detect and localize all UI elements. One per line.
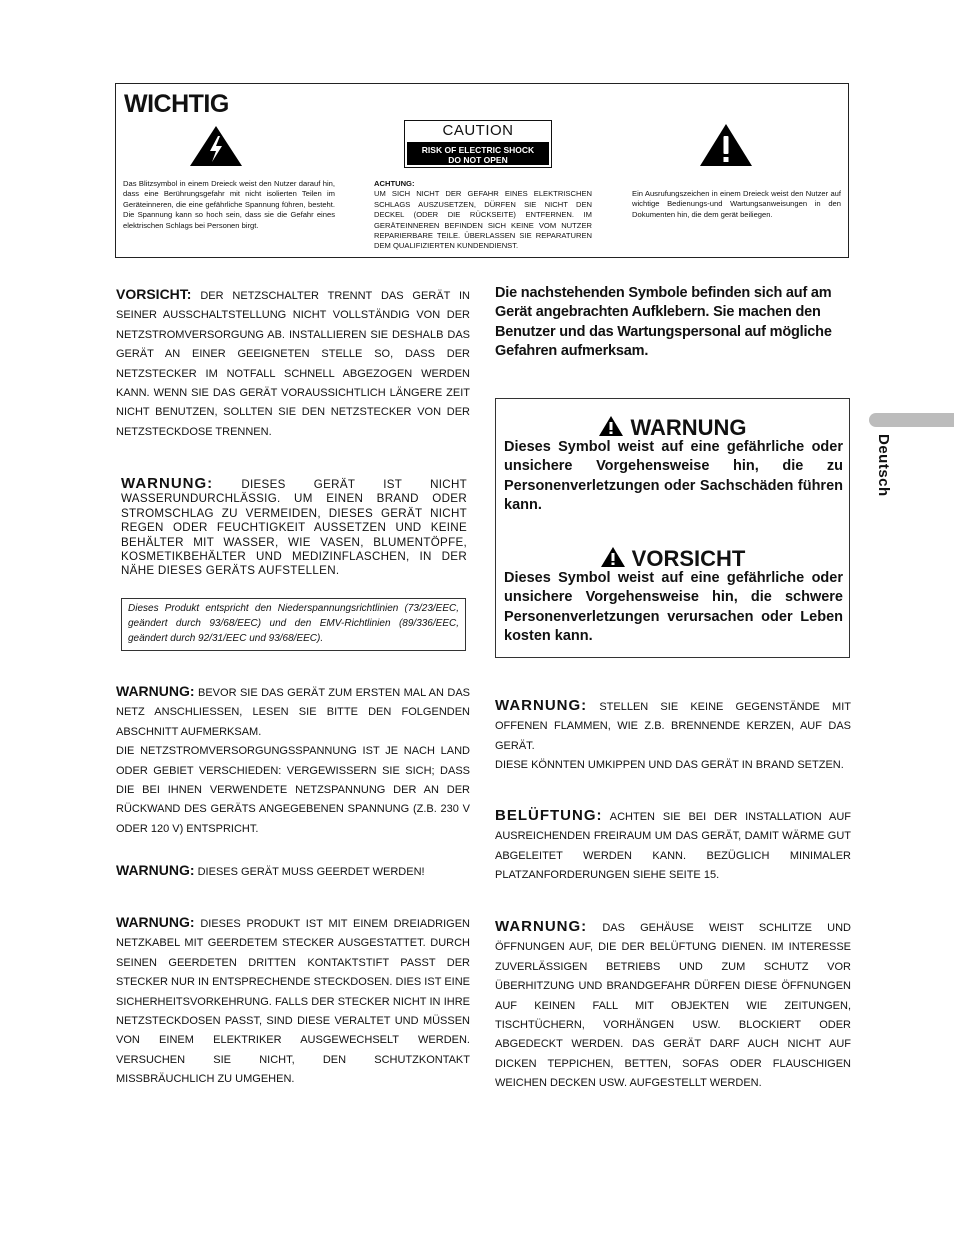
warnung-vent-section xyxy=(495,917,851,1094)
belueftung-label: BELÜFTUNG: xyxy=(495,807,603,824)
vorsicht-text: DER NETZSCHALTER TRENNT DAS GERÄT IN SEINER AUSSCHALTSTELLUNG NICHT VOLLSTÄNDIG VON DER NETZSTROMVERSORGUNG AB. INSTALLIEREN SIE DESHALB DAS GERÄT AN EINER GEEIGNETEN STELLE SO, DASS DER NETZSTECKER IM NOTFALL SCHNELL ABGEZOGEN WERDEN KANN. WENN SIE DAS GERÄT VORAUSSICHTLICH LÄNGERE ZEIT NICHT BENUTZEN, SOLLTEN SIE DEN NETZSTECKER VON DER NETZSTECKDOSE TRENNEN. xyxy=(116,290,470,438)
achtung-note xyxy=(374,179,592,252)
warnung-plug-text: DIESES PRODUKT IST MIT EINEM DREIADRIGEN NETZKABEL MIT GEERDETEM STECKER AUSGESTATTET. DURCH SEINEN GEERDETEN DRITTEN KONTAKTSTIFT PASST DER STECKER NUR IN ENTSPRECHENDE STECKDOSEN. DIES IST EINE SICHERHEITSVORKEHRUNG. FALLS DER STECKER NICHT IN IHRE NETZSTECKDOSEN PASST, SIND DIESE VERALTET UND MÜSSEN VON EINEM ELEKTRIKER AUSGEWECHSELT WERDEN. VERSUCHEN SIE NICHT, DEN SCHUTZKONTAKT MISSBRÄUCHLICH ZU UMGEHEN. xyxy=(116,918,470,1086)
language-tab xyxy=(870,434,900,514)
caution-label xyxy=(404,120,552,168)
wichtig-box xyxy=(115,83,849,258)
caution-triangle-icon xyxy=(600,546,626,568)
compliance-notice: Dieses Produkt entspricht den Niederspannungsrichtlinien (73/23/EEC, geändert durch 93/68/EEC) und den EMV-Richtlinien (89/336/EEC, geändert durch 92/31/EEC und 93/68/EEC). xyxy=(121,598,466,651)
warnung-voltage-label: WARNUNG: xyxy=(116,683,195,699)
warnung-vent-label: WARNUNG: xyxy=(495,918,588,935)
language-tab-label: Deutsch xyxy=(875,434,892,497)
achtung-heading: ACHTUNG: xyxy=(374,179,415,188)
vorsicht-section xyxy=(116,285,470,442)
symbol-legend-box xyxy=(495,398,850,658)
warnung-flame-label: WARNUNG: xyxy=(495,697,588,714)
language-tab-marker xyxy=(869,413,954,427)
vorsicht-symbol-text: Dieses Symbol weist auf eine gefährliche oder unsichere Vorgehensweise hin, die schwere Personenverletzungen verursachen oder Leben kosten kann. xyxy=(504,570,843,645)
wichtig-title: WICHTIG xyxy=(124,90,229,118)
achtung-text: UM SICH NICHT DER GEFAHR EINES ELEKTRISCHEN SCHLAGS AUSZUSETZEN, DÜRFEN SIE NICHT DEN DECKEL (ODER DIE RÜCKSEITE) ENTFERNEN. IM GERÄTEINNEREN BEFINDEN SICH KEINE VOM NUTZER REPARIERBARE TEILE. ÜBERLASSEN SIE REPARATUREN DEM QUALIFIZIERTEN KUNDENDIENST. xyxy=(374,189,592,251)
exclamation-symbol-description: Ein Ausrufungszeichen in einem Dreieck weist den Nutzer auf wichtige Bedienungs-und Wartungsanweisungen in den Dokumenten hin, die dem gerät beiliegen. xyxy=(632,189,841,219)
warnung-flame-text-b: DIESE KÖNNTEN UMKIPPEN UND DAS GERÄT IN BRAND SETZEN. xyxy=(495,759,844,772)
symbols-intro: Die nachstehenden Symbole befinden sich auf am Gerät angebrachten Aufklebern. Sie machen den Benutzer und das Wartungspersonal auf mögliche Gefahren aufmerksam. xyxy=(495,285,832,360)
belueftung-text: ACHTEN SIE BEI DER INSTALLATION AUF AUSREICHENDEN FREIRAUM UM DAS GERÄT, DAMIT WÄRME GUT ABGELEITET WERDEN KANN. BEZÜGLICH MINIMALER PLATZANFORDERUNGEN SIEHE SEITE 15. xyxy=(495,811,851,882)
warnung-plug-label: WARNUNG: xyxy=(116,914,195,930)
warnung-plug-section xyxy=(116,913,470,1090)
warnung-flame-section xyxy=(495,696,851,776)
exclamation-warning-icon xyxy=(698,122,754,168)
warnung-voltage-section xyxy=(116,682,470,839)
warnung-ground-text: DIESES GERÄT MUSS GEERDET WERDEN! xyxy=(197,866,425,878)
warnung-ground-section xyxy=(116,861,470,882)
vorsicht-symbol-title: VORSICHT xyxy=(631,546,746,571)
warnung-water-text: DIESES GERÄT IST NICHT WASSERUNDURCHLÄSSIG. UM EINEN BRAND ODER STROMSCHLAG ZU VERMEIDEN, DIESES GERÄT NICHT REGEN ODER FEUCHTIGKEIT AUSSETZEN UND KEINE BEHÄLTER MIT WASSER, WIE VASEN, BLUMENTÖPFE, KOSMETIKBEHÄLTER UND MEDIZINFLASCHEN, IN DER NÄHE DIESES GERÄTS AUFSTELLEN. xyxy=(121,478,468,578)
caution-subtitle xyxy=(407,142,549,165)
warnung-voltage-text-a: BEVOR SIE DAS GERÄT ZUM ERSTEN MAL AN DAS NETZ ANSCHLIESSEN, LESEN SIE BITTE DEN FOLGENDEN ABSCHNITT AUFMERKSAM. xyxy=(116,687,471,738)
caution-line-2: DO NOT OPEN xyxy=(448,155,508,165)
warnung-water-section xyxy=(121,477,467,579)
vorsicht-label: VORSICHT: xyxy=(116,286,192,302)
warnung-water-label: WARNUNG: xyxy=(121,475,214,492)
warnung-voltage-text-b: DIE NETZSTROMVERSORGUNGSSPANNUNG IST JE NACH LAND ODER GEBIET VERSCHIEDEN: VERGEWISSERN SIE SICH; DASS DIE BEI IHNEN VERWENDETE NETZSPANNUNG DER AN DER RÜCKWAND DES GERÄTS ANGEGEBENEN SPANNUNG (Z.B. 230 V ODER 120 V) ENTSPRICHT. xyxy=(116,745,470,835)
warning-triangle-icon xyxy=(598,415,624,437)
warnung-vent-text: DAS GEHÄUSE WEIST SCHLITZE UND ÖFFNUNGEN AUF, DIE DER BELÜFTUNG DIENEN. IM INTERESSE ZUVERLÄSSIGEN BETRIEBS UND ZUM SCHUTZ VOR ÜBERHITZUNG UND BRANDGEFAHR DÜRFEN DIESE ÖFFNUNGEN AUF KEINEN FALL MIT OBJEKTEN WIE ZEITUNGEN, TISCHTÜCHERN, VORHÄNGEN USW. BLOCKIERT ODER ABGEDECKT WERDEN. DAS GERÄT DARF AUCH NICHT AUF DICKEN TEPPICHEN, BETTEN, SOFAS ODER FLAUSCHIGEN WEICHEN DECKEN USW. AUFGESTELLT WERDEN. xyxy=(495,922,851,1090)
warnung-flame-text-a: STELLEN SIE KEINE GEGENSTÄNDE MIT OFFENEN FLAMMEN, WIE Z.B. BRENNENDE KERZEN, AUF DAS GERÄT. xyxy=(495,701,851,752)
belueftung-section xyxy=(495,806,851,886)
warnung-ground-label: WARNUNG: xyxy=(116,862,195,878)
caution-title: CAUTION xyxy=(405,121,551,141)
warnung-symbol-text: Dieses Symbol weist auf eine gefährliche oder unsichere Vorgehensweise hin, die zu Personenverletzungen oder Sachschäden führen kann. xyxy=(504,439,843,514)
lightning-symbol-description: Das Blitzsymbol in einem Dreieck weist den Nutzer darauf hin, dass eine Berührungsgefahr mit nicht isolierten Teilen im Geräteinneren, die eine gefährliche Spannung führen, besteht. Die Spannung kann so hoch sein, dass sie die Gefahr eines elektrischen Schlags bei Personen birgt. xyxy=(123,179,335,230)
warnung-symbol-title: WARNUNG xyxy=(630,415,747,440)
caution-line-1: RISK OF ELECTRIC SHOCK xyxy=(421,145,535,155)
lightning-warning-icon xyxy=(188,124,244,168)
